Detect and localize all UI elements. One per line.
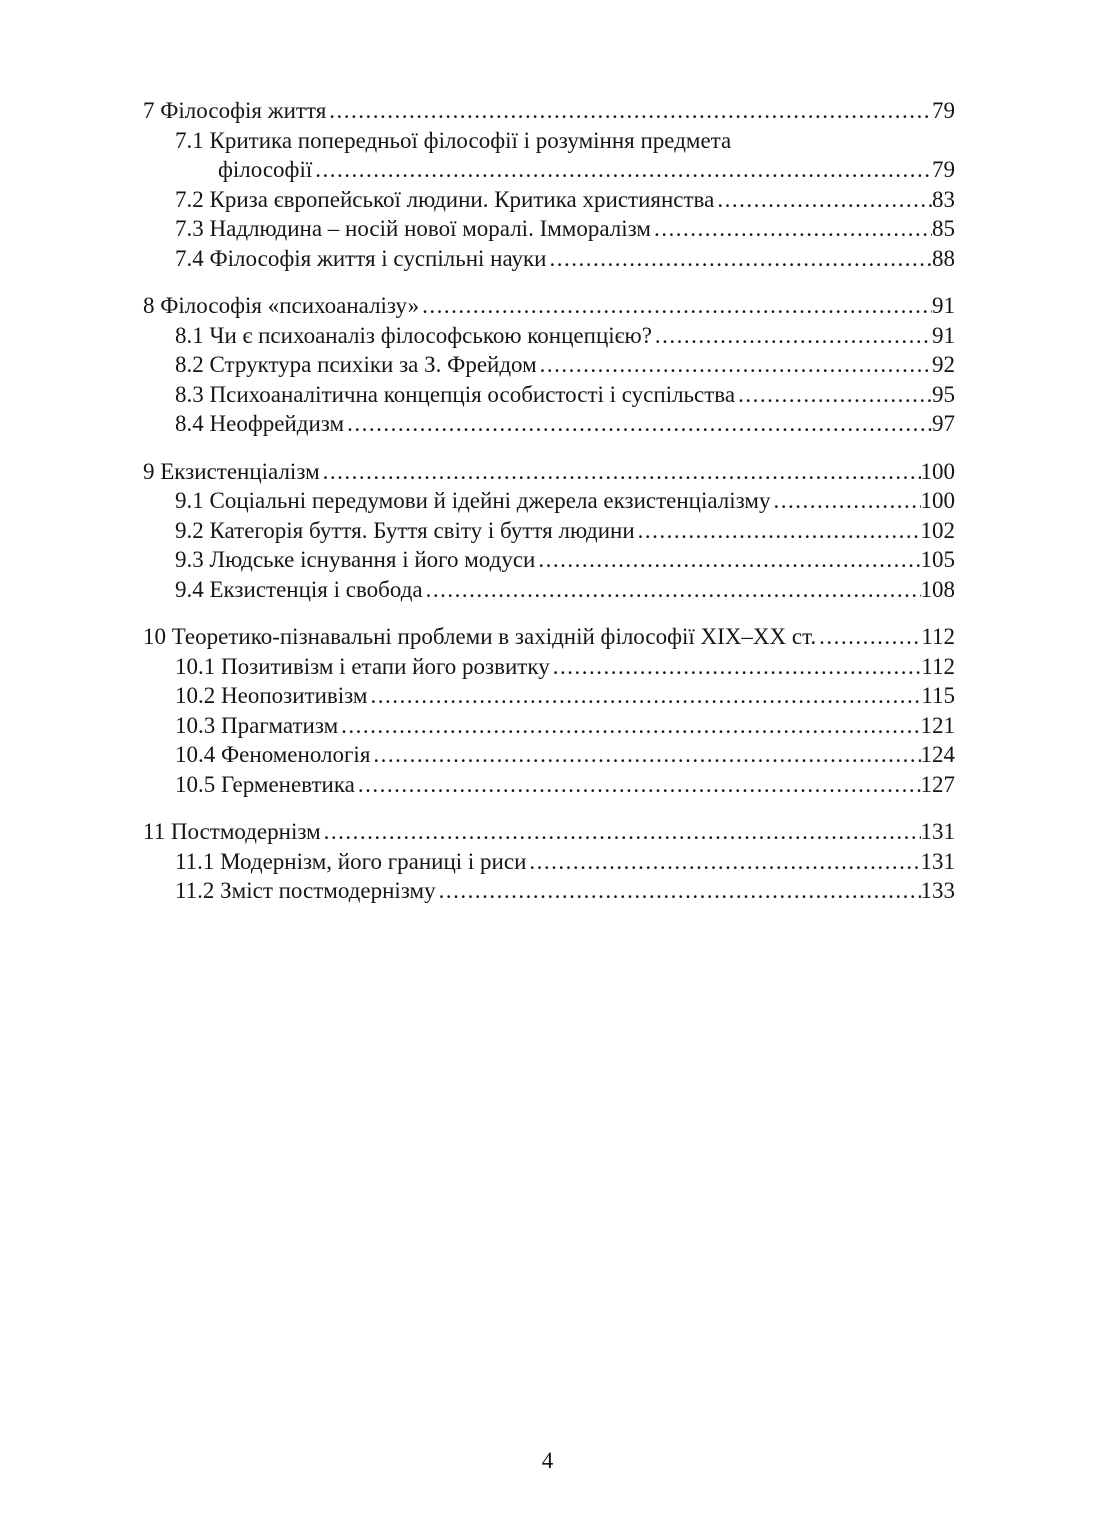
toc-subentry-title: філософії	[218, 157, 313, 182]
toc-subentry-title: 11.1 Модернізм, його границі і риси	[175, 848, 527, 874]
toc-subentry	[143, 681, 955, 711]
toc-section-11	[143, 817, 955, 906]
toc-leader-dots	[652, 321, 932, 351]
toc-section-10	[143, 622, 955, 799]
toc-subentry	[143, 847, 955, 877]
toc-chapter-entry	[143, 291, 955, 321]
toc-section-7	[143, 96, 955, 273]
toc-page-number: 79	[932, 98, 955, 123]
toc-subentry	[143, 740, 955, 770]
toc-subentry	[143, 876, 955, 906]
toc-page-number: 91	[932, 293, 955, 318]
toc-page-number: 95	[932, 381, 955, 407]
toc-subentry	[143, 244, 955, 274]
toc-section-8	[143, 291, 955, 439]
toc-section-9	[143, 457, 955, 605]
toc-page-number: 97	[932, 411, 955, 436]
toc-leader-dots	[367, 681, 921, 711]
toc-page-number: 85	[932, 216, 955, 241]
toc-page-number: 133	[920, 878, 955, 903]
toc-leader-dots	[320, 457, 921, 487]
toc-page-number: 102	[920, 517, 955, 543]
toc-page-number: 121	[920, 712, 955, 738]
toc-leader-dots	[535, 545, 920, 575]
toc-subentry	[143, 409, 955, 439]
toc-subentry	[143, 770, 955, 800]
toc-subentry	[143, 516, 955, 546]
toc-chapter-title: 9 Екзистенціалізм	[143, 458, 320, 484]
toc-leader-dots	[735, 380, 932, 410]
toc-page-number: 100	[920, 488, 955, 513]
toc-page-number: 127	[920, 771, 955, 797]
toc-chapter-title: 7 Філософія життя	[143, 98, 327, 123]
toc-subentry	[143, 214, 955, 244]
toc-subentry	[143, 711, 955, 741]
toc-leader-dots	[338, 711, 920, 741]
toc-page-number: 100	[920, 458, 955, 484]
toc-leader-dots	[355, 770, 921, 800]
toc-subentry	[143, 575, 955, 605]
toc-leader-dots	[370, 740, 920, 770]
toc-leader-dots	[312, 155, 932, 185]
toc-subentry-title: 9.1 Соціальні передумови й ідейні джерела екзистенціалізму	[175, 488, 771, 513]
toc-page-number: 115	[921, 683, 955, 708]
toc-subentry-title: 7.4 Філософія життя і суспільні науки	[175, 245, 547, 271]
page-footer	[0, 1448, 1095, 1474]
toc-page-number: 131	[920, 819, 955, 844]
toc-page-number: 92	[932, 352, 955, 377]
toc-subentry-title: 8.2 Структура психіки за З. Фрейдом	[175, 352, 537, 377]
toc-chapter-title: 10 Теоретико-пізнавальні проблеми в західній філософії ХІХ–ХХ ст.	[143, 624, 817, 649]
toc-leader-dots	[770, 486, 920, 516]
toc-page-number: 112	[921, 653, 955, 679]
toc-subentry-title: 7.3 Надлюдина – носій нової моралі. Імморалізм	[175, 216, 651, 241]
toc-subentry-title: 8.3 Психоаналітична концепція особистості і суспільства	[175, 381, 736, 407]
toc-chapter-entry	[143, 457, 955, 487]
toc-leader-dots	[344, 409, 932, 439]
toc-leader-dots	[635, 516, 921, 546]
toc-chapter-title: 8 Філософія «психоаналізу»	[143, 293, 420, 318]
toc-subentry	[143, 545, 955, 575]
toc-subentry-continuation	[143, 155, 955, 185]
toc-subentry	[143, 321, 955, 351]
toc-subentry	[143, 350, 955, 380]
toc-subentry-title: 7.1 Критика попередньої філософії і розуміння предмета	[175, 127, 732, 153]
toc-subentry-title: 11.2 Зміст постмодернізму	[175, 878, 436, 903]
toc-page-number: 131	[920, 848, 955, 874]
toc-leader-dots	[321, 817, 921, 847]
page-number: 4	[541, 1448, 554, 1473]
toc-subentry	[143, 380, 955, 410]
toc-leader-dots	[419, 291, 932, 321]
toc-subentry-title: 7.2 Криза європейської людини. Критика християнства	[175, 186, 715, 212]
toc-leader-dots	[550, 652, 922, 682]
toc-subentry-title: 9.2 Категорія буття. Буття світу і буття людини	[175, 517, 635, 543]
toc-subentry-title: 10.4 Феноменологія	[175, 742, 371, 767]
toc-chapter-entry	[143, 817, 955, 847]
toc-chapter-title: 11 Постмодернізм	[143, 819, 321, 844]
toc-leader-dots	[436, 876, 921, 906]
toc-chapter-entry	[143, 622, 955, 652]
toc-subentry	[143, 126, 955, 156]
toc-subentry-title: 10.2 Неопозитивізм	[175, 683, 368, 708]
toc-chapter-entry	[143, 96, 955, 126]
toc-leader-dots	[423, 575, 921, 605]
toc-subentry	[143, 486, 955, 516]
toc-subentry	[143, 185, 955, 215]
toc-page-number: 108	[920, 576, 955, 602]
toc-subentry-title: 10.3 Прагматизм	[175, 712, 339, 738]
toc-page-number: 91	[932, 322, 955, 348]
toc-subentry-title: 10.5 Герменевтика	[175, 771, 355, 797]
toc-subentry-title: 8.1 Чи є психоаналіз філософською концепцією?	[175, 322, 652, 348]
toc-subentry-title: 9.4 Екзистенція і свобода	[175, 576, 423, 602]
toc-subentry-title: 9.3 Людське існування і його модуси	[175, 547, 536, 572]
toc-page-number: 112	[921, 624, 955, 649]
toc-leader-dots	[714, 185, 932, 215]
toc-page-number: 105	[920, 547, 955, 572]
toc-leader-dots	[326, 96, 932, 126]
toc-page-number: 124	[920, 742, 955, 767]
toc-subentry-title: 10.1 Позитивізм і етапи його розвитку	[175, 653, 550, 679]
toc-page-number: 83	[932, 186, 955, 212]
toc-leader-dots	[546, 244, 932, 274]
toc-page-number: 88	[932, 245, 955, 271]
toc-leader-dots	[526, 847, 920, 877]
toc-subentry-title: 8.4 Неофрейдизм	[175, 411, 345, 436]
toc-leader-dots	[537, 350, 932, 380]
toc-leader-dots	[651, 214, 932, 244]
toc-leader-dots	[816, 622, 921, 652]
toc-page-number: 79	[932, 157, 955, 182]
table-of-contents	[143, 96, 955, 906]
toc-subentry	[143, 652, 955, 682]
